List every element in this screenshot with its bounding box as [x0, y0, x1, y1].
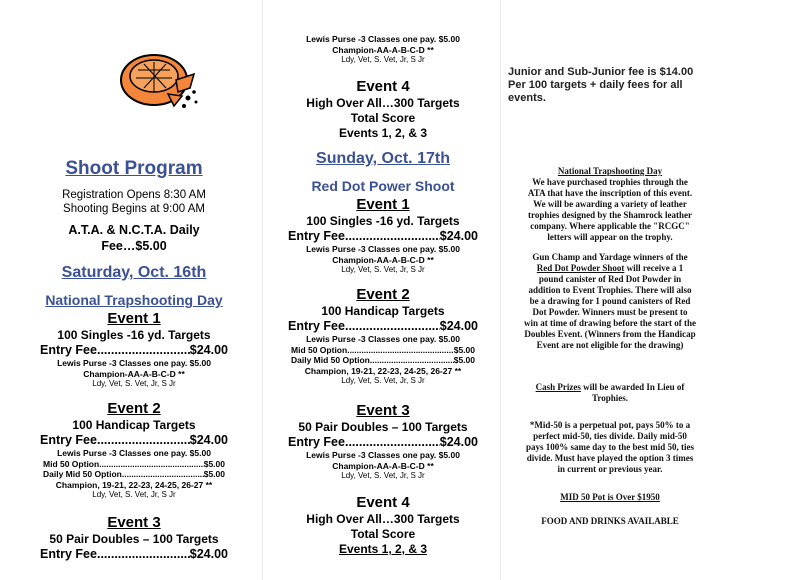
entry-fee-row: Entry Fee ..... $24.00	[288, 229, 478, 244]
sat-event-3: Event 3 50 Pair Doubles – 100 Targets Entry Fee ..... $24.00	[20, 514, 248, 562]
junior-fee-note: Junior and Sub-Junior fee is $14.00 Per 100 targets + daily fees for all events.	[508, 66, 694, 104]
sun-event-1: Event 1 100 Singles -16 yd. Targets Entry Fee ..... $24.00 Lewis Purse -3 Classes one pay. $5.00 Champion-AA-A-B-C-D ** Ldy, Vet, S. Vet, Jr, S Jr	[262, 196, 504, 275]
continued-event-3-details: Lewis Purse -3 Classes one pay. $5.00 Champion-AA-A-B-C-D ** Ldy, Vet, S. Vet, Jr, S Jr	[306, 34, 460, 64]
sat-event-4: Event 4 High Over All…300 Targets Total Score Events 1, 2, & 3	[262, 78, 504, 141]
sun-event-4: Event 4 High Over All…300 Targets Total Score Events 1, 2, & 3	[262, 494, 504, 557]
entry-fee-row: Entry Fee ..... $24.00	[288, 435, 478, 450]
event-title: Event 4	[356, 494, 410, 511]
sun-event-3: Event 3 50 Pair Doubles – 100 Targets Entry Fee ..... $24.00 Lewis Purse -3 Classes one pay. $5.00 Champion-AA-A-B-C-D ** Ldy, Vet, S. Vet, Jr, S Jr	[262, 402, 504, 481]
sat-event-2: Event 2 100 Handicap Targets Entry Fee ..... $24.00 Lewis Purse -3 Classes one pay. $5.00 Mid 50 Option ..... $5.00 Daily Mid 50 Option ..... $5.00 Champion, 19-21, 22-23, 24-25, 26-27 ** Ldy, Vet, S. Vet, Jr, S Jr	[20, 400, 248, 500]
mid-50-row: Mid 50 Option ..... $5.00	[291, 345, 475, 356]
sun-event-2: Event 2 100 Handicap Targets Entry Fee ..... $24.00 Lewis Purse -3 Classes one pay. $5.00 Mid 50 Option ..... $5.00 Daily Mid 50 Option ..... $5.00 Champion, 19-21, 22-23, 24-25, 26-27 ** Ldy, Vet, S. Vet, Jr, S Jr	[262, 286, 504, 386]
national-trapshooting-day-note: National Trapshooting Day We have purchased trophies through the ATA that have the inscription of this event. We will be awarding a variety of leather trophies designed by the Shamrock leather company. Where applicable the "RCGC" letters will appear on the trophy.	[500, 166, 720, 243]
mid-50-note: *Mid-50 is a perpetual pot, pays 50% to a perfect mid-50, ties divide. Daily mid-50 pays 100% same day to the best mid 50, ties divide. Must have played the option 3 times in current or previous year.	[526, 420, 694, 474]
registration-time: Registration Opens 8:30 AM Shooting Begins at 9:00 AM	[62, 189, 206, 215]
entry-fee-row: Entry Fee ..... $24.00	[40, 547, 228, 562]
event-title: Event 2	[356, 286, 410, 303]
event-title: Event 3	[356, 402, 410, 419]
entry-fee-row: Entry Fee ..... $24.00	[40, 433, 228, 448]
event-desc: 100 Singles -16 yd. Targets	[57, 328, 211, 342]
ntd-heading: National Trapshooting Day	[557, 166, 663, 176]
red-dot-power-shoot-heading: Red Dot Power Shoot	[311, 178, 455, 194]
clay-target-icon	[108, 34, 204, 116]
sat-event-1: Event 1 100 Singles -16 yd. Targets Entry Fee ..... $24.00 Lewis Purse -3 Classes one pay. $5.00 Champion-AA-A-B-C-D ** Ldy, Vet, S. Vet, Jr, S Jr	[20, 310, 248, 389]
red-dot-note: Gun Champ and Yardage winners of the Red Dot Powder Shoot will receive a 1 pound canister of Red Dot Powder in addition to Event Trophies. There will also be a drawing for 1 pound canisters of Red Dot Powder. Winners must be present to win at time of drawing before the start of the Doubles Event. (Winners from the Handicap Event are not eligible for the drawing)	[523, 252, 697, 350]
event-title: Event 3	[107, 514, 161, 531]
event-title: Event 4	[356, 78, 410, 95]
mid-50-pot-note: MID 50 Pot is Over $1950	[560, 492, 660, 502]
page-title: Shoot Program	[65, 158, 203, 179]
daily-fee: A.T.A. & N.C.T.A. Daily Fee…$5.00	[68, 223, 200, 253]
entry-fee-row: Entry Fee ..... $24.00	[40, 343, 228, 358]
national-trapshooting-day-heading: National Trapshooting Day	[45, 292, 223, 308]
cash-prizes-note: Cash Prizes will be awarded In Lieu of Trophies.	[535, 382, 685, 403]
daily-mid-50-row: Daily Mid 50 Option ..... $5.00	[43, 469, 225, 480]
event-title: Event 1	[107, 310, 161, 327]
food-drinks-note: FOOD AND DRINKS AVAILABLE	[541, 516, 679, 526]
event-title: Event 2	[107, 400, 161, 417]
daily-mid-50-row: Daily Mid 50 Option ..... $5.00	[291, 355, 475, 366]
saturday-heading: Saturday, Oct. 16th	[61, 264, 207, 281]
entry-fee-row: Entry Fee ..... $24.00	[288, 319, 478, 334]
sunday-heading: Sunday, Oct. 17th	[316, 150, 450, 167]
mid-50-row: Mid 50 Option ..... $5.00	[43, 459, 225, 470]
event-title: Event 1	[356, 196, 410, 213]
